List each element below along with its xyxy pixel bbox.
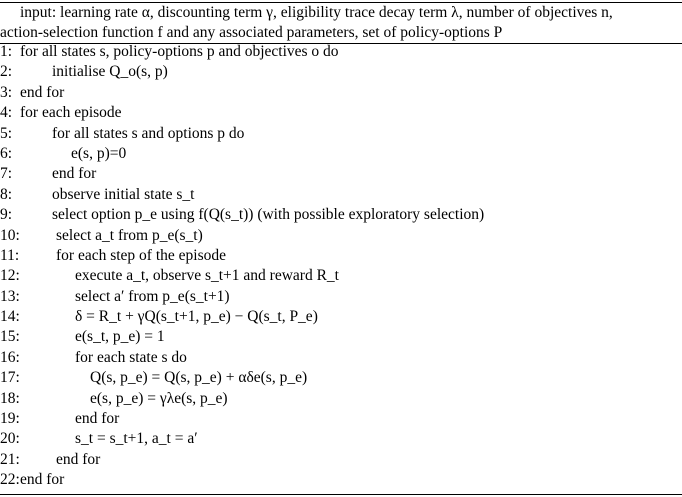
line-number: 19:: [0, 410, 20, 428]
line-number: 13:: [0, 287, 20, 305]
algorithm-line: [0, 42, 682, 62]
algorithm-line: [0, 409, 682, 429]
line-number: 9:: [0, 206, 13, 224]
line-text: select a′ from p_e(s_t+1): [75, 287, 230, 305]
line-number: 15:: [0, 328, 20, 346]
algorithm-line: [0, 266, 682, 286]
line-text: end for: [20, 471, 65, 489]
algorithm-line: [0, 348, 682, 368]
line-text: end for: [56, 450, 101, 468]
algorithm-line: [0, 307, 682, 327]
line-text: for each step of the episode: [56, 246, 227, 264]
line-number: 5:: [0, 124, 13, 142]
algorithm-line: [0, 103, 682, 123]
algorithm-lines: [0, 42, 682, 491]
algorithm-line: [0, 470, 682, 490]
line-text: execute a_t, observe s_t+1 and reward R_t: [75, 267, 339, 285]
line-text: end for: [52, 165, 97, 183]
line-text: select a_t from p_e(s_t): [56, 226, 203, 244]
line-number: 1:: [0, 43, 13, 60]
input-block: [0, 3, 680, 44]
line-text: for each episode: [20, 104, 122, 122]
algorithm-line: [0, 62, 682, 82]
line-text: e(s, p)=0: [71, 144, 127, 162]
algorithm-line: [0, 124, 682, 144]
line-number: 17:: [0, 369, 20, 387]
algorithm-line: [0, 327, 682, 347]
line-number: 3:: [0, 83, 13, 101]
line-text: for each state s do: [75, 348, 187, 366]
algorithm-line: [0, 226, 682, 246]
algorithm-line: [0, 164, 682, 184]
algorithm-line: [0, 185, 682, 205]
algorithm-line: [0, 450, 682, 470]
line-text: end for: [75, 410, 120, 428]
line-number: 4:: [0, 104, 13, 122]
algorithm-line: [0, 205, 682, 225]
algorithm-line: [0, 83, 682, 103]
bottom-rule: [0, 494, 682, 495]
line-number: 2:: [0, 63, 13, 81]
line-number: 11:: [0, 246, 20, 264]
line-number: 22:: [0, 471, 20, 489]
line-number: 10:: [0, 226, 20, 244]
line-number: 7:: [0, 165, 13, 183]
algorithm-line: [0, 246, 682, 266]
line-text: end for: [20, 83, 65, 101]
line-text: δ = R_t + γQ(s_t+1, p_e) − Q(s_t, P_e): [75, 308, 318, 326]
line-number: 21:: [0, 450, 20, 468]
line-text: for all states s and options p do: [52, 124, 245, 142]
line-text: e(s, p_e) = γλe(s, p_e): [90, 389, 228, 407]
line-text: Q(s, p_e) = Q(s, p_e) + αδe(s, p_e): [90, 369, 308, 387]
algorithm-line: [0, 368, 682, 388]
line-text: initialise Q_o(s, p): [52, 63, 168, 81]
line-text: select option p_e using f(Q(s_t)) (with possible exploratory selection): [52, 206, 485, 224]
line-number: 16:: [0, 348, 20, 366]
line-number: 6:: [0, 144, 13, 162]
line-number: 8:: [0, 185, 13, 203]
algorithm-line: [0, 287, 682, 307]
line-number: 12:: [0, 267, 20, 285]
line-text: e(s_t, p_e) = 1: [75, 328, 165, 346]
algorithm-line: [0, 389, 682, 409]
algorithm-line: [0, 144, 682, 164]
algorithm-line: [0, 429, 682, 449]
line-number: 14:: [0, 308, 20, 326]
line-text: s_t = s_t+1, a_t = a′: [75, 430, 198, 448]
line-text: observe initial state s_t: [52, 185, 195, 203]
line-number: 20:: [0, 430, 20, 448]
input-line-1: input: learning rate α, discounting term γ, eligibility trace decay term λ, number of objectives n,: [20, 4, 613, 21]
input-line-2: action-selection function f and any associated parameters, set of policy-options P: [0, 24, 503, 42]
line-text: for all states s, policy-options p and objectives o do: [20, 43, 339, 60]
line-number: 18:: [0, 389, 20, 407]
